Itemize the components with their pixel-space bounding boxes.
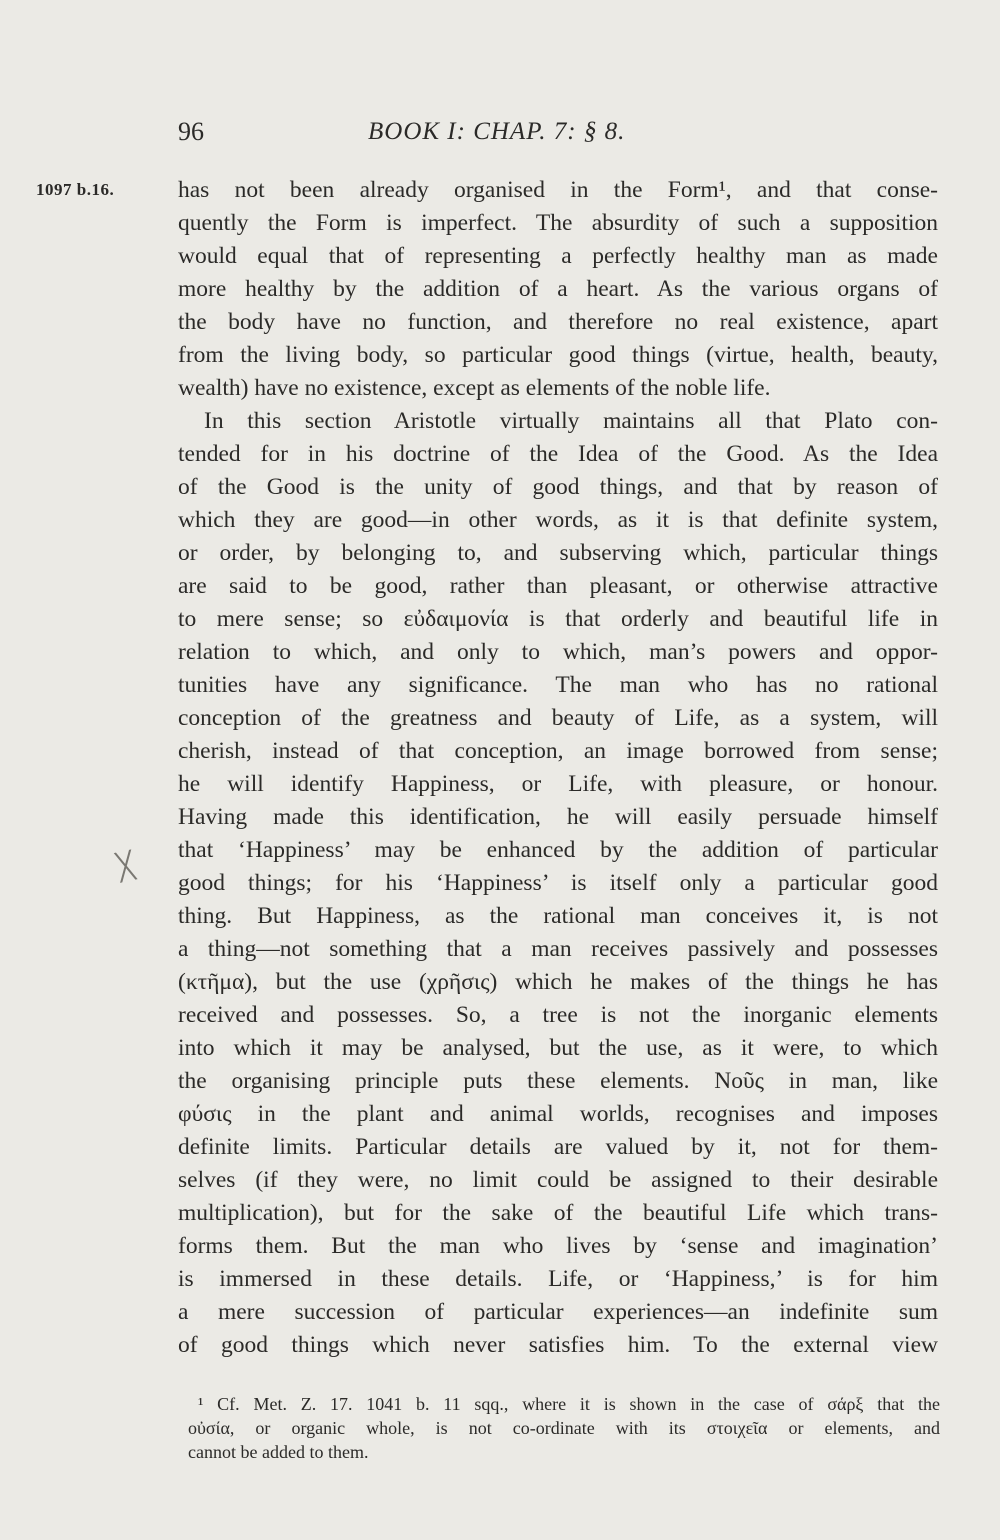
text-line: from the living body, so particular good things (virtue, health, beauty, [178, 342, 938, 368]
text-line: multiplication), but for the sake of the beautiful Life which trans- [178, 1200, 938, 1226]
running-head: BOOK I: CHAP. 7: § 8. [368, 118, 626, 145]
text-line: cherish, instead of that conception, an image borrowed from sense; [178, 738, 938, 764]
text-line: (κτῆμα), but the use (χρῆσις) which he makes of the things he has [178, 969, 938, 995]
text-line: wealth) have no existence, except as elements of the noble life. [178, 375, 771, 401]
text-line: tunities have any significance. The man who has no rational [178, 672, 938, 698]
margin-reference: 1097 b.16. [36, 180, 115, 199]
text-line: thing. But Happiness, as the rational man conceives it, is not [178, 903, 938, 929]
text-line: more healthy by the addition of a heart. As the various organs of [178, 276, 938, 302]
body-text [178, 174, 938, 1362]
page-header [178, 112, 938, 152]
footnote [188, 1392, 940, 1464]
text-line: good things; for his ‘Happiness’ is itself only a particular good [178, 870, 938, 896]
text-line: is immersed in these details. Life, or ‘Happiness,’ is for him [178, 1266, 938, 1292]
text-line: of the Good is the unity of good things, and that by reason of [178, 474, 938, 500]
text-line: which they are good—in other words, as it is that definite system, [178, 507, 938, 533]
text-line: a thing—not something that a man receives passively and possesses [178, 936, 938, 962]
text-line: relation to which, and only to which, man’s powers and oppor- [178, 639, 938, 665]
text-line: that ‘Happiness’ may be enhanced by the addition of particular [178, 837, 938, 863]
text-line: or order, by belonging to, and subserving which, particular things [178, 540, 938, 566]
text-line: a mere succession of particular experiences—an indefinite sum [178, 1299, 938, 1325]
text-line: definite limits. Particular details are valued by it, not for them- [178, 1134, 938, 1160]
text-line: to mere sense; so εὐδαιμονία is that orderly and beautiful life in [178, 606, 938, 632]
text-line: received and possesses. So, a tree is not the inorganic elements [178, 1002, 938, 1028]
page-number: 96 [178, 117, 204, 146]
text-line: tended for in his doctrine of the Idea of the Good. As the Idea [178, 441, 938, 467]
text-line: forms them. But the man who lives by ‘sense and imagination’ [178, 1233, 938, 1259]
footnote-line: ¹ Cf. Met. Z. 17. 1041 b. 11 sqq., where it is shown in the case of σάρξ that the [198, 1394, 940, 1414]
footnote-line: cannot be added to them. [188, 1442, 369, 1462]
text-line: has not been already organised in the Form¹, and that conse- [178, 177, 938, 203]
text-line: are said to be good, rather than pleasant, or otherwise attractive [178, 573, 938, 599]
text-line: would equal that of representing a perfectly healthy man as made [178, 243, 938, 269]
text-line: conception of the greatness and beauty of Life, as a system, will [178, 705, 938, 731]
pencil-cross-mark-icon: ╳ [115, 850, 137, 884]
text-line: quently the Form is imperfect. The absurdity of such a supposition [178, 210, 938, 236]
text-line: of good things which never satisfies him. To the external view [178, 1332, 938, 1358]
text-line: In this section Aristotle virtually maintains all that Plato con- [204, 408, 938, 434]
text-line: the body have no function, and therefore no real existence, apart [178, 309, 938, 335]
text-line: into which it may be analysed, but the use, as it were, to which [178, 1035, 938, 1061]
text-line: Having made this identification, he will easily persuade himself [178, 804, 938, 830]
text-line: selves (if they were, no limit could be assigned to their desirable [178, 1167, 938, 1193]
text-line: he will identify Happiness, or Life, with pleasure, or honour. [178, 771, 938, 797]
text-line: φύσις in the plant and animal worlds, recognises and imposes [178, 1101, 938, 1127]
text-line: the organising principle puts these elements. Νοῦς in man, like [178, 1068, 938, 1094]
footnote-line: οὐσία, or organic whole, is not co-ordinate with its στοιχεῖα or elements, and [188, 1418, 940, 1438]
